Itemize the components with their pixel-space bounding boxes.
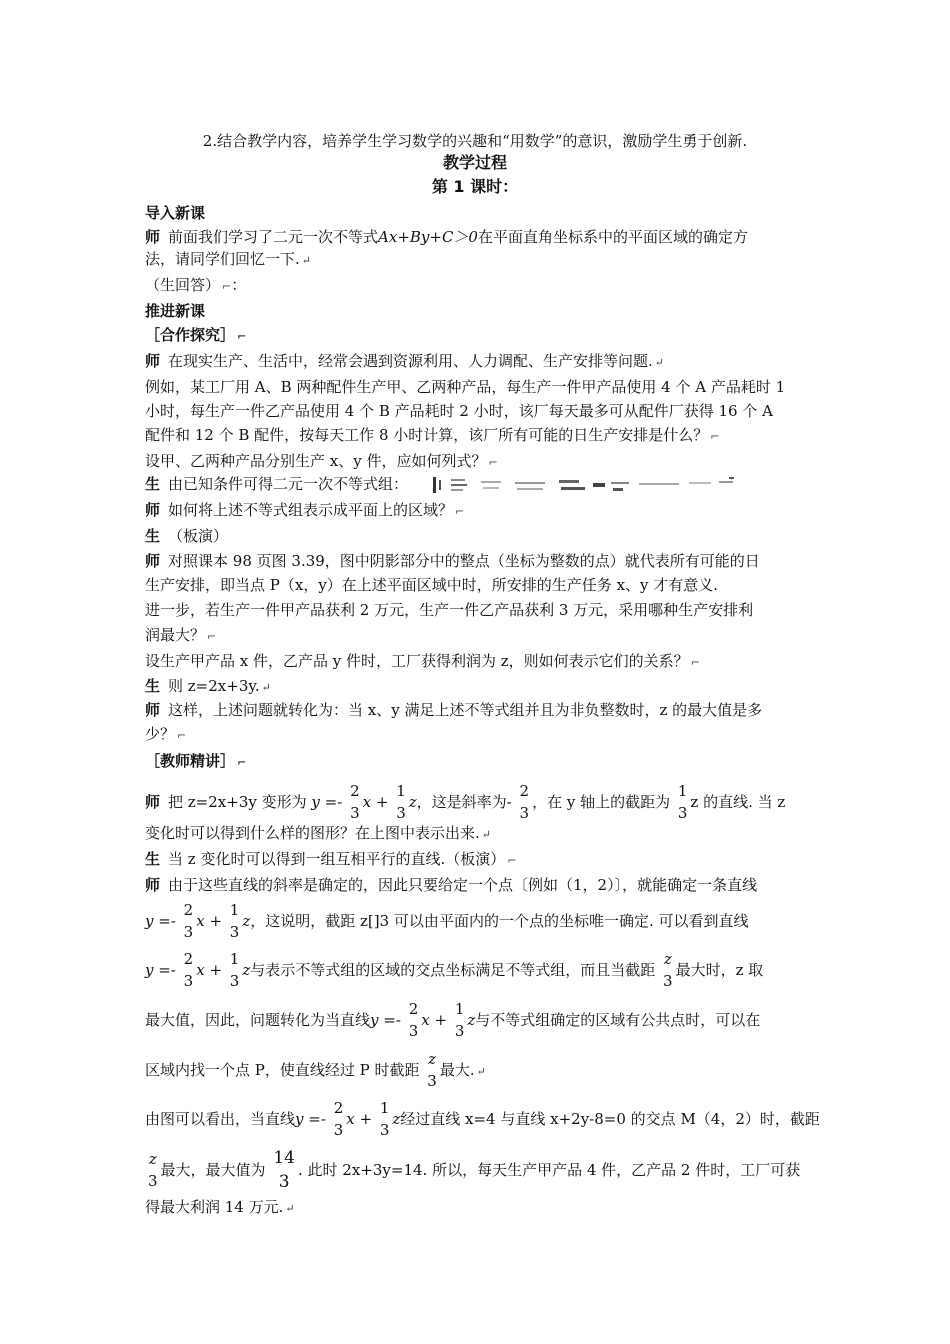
formula-line: 师 把 z=2x+3y 变形为 y =- 2 3 x + 1 3 z，这是斜率为- 2 3 ，在 y 轴上的截距为 1 3 z 的直线. 当 z: [145, 782, 786, 822]
paragraph-line: （生回答） ⌐：: [145, 276, 247, 294]
paragraph-line: 师 在现实生产、生活中，经常会遇到资源利用、人力调配、生产安排等问题. ↵: [145, 352, 665, 370]
paragraph-line: 设生产甲产品 x 件，乙产品 y 件时，工厂获得利润为 z，则如何表示它们的关系？ ⌐: [145, 652, 700, 670]
speaker-teacher: 师: [145, 228, 161, 246]
heading-lecture: ［教师精讲］ ⌐: [145, 752, 247, 770]
paragraph-line: 设甲、乙两种产品分别生产 x、y 件，应如何列式？ ⌐: [145, 452, 498, 470]
paragraph-line: 生 由已知条件可得二元一次不等式组：: [145, 473, 815, 496]
paragraph-line: 进一步，若生产一件甲产品获利 2 万元，生产一件乙产品获利 3 万元，采用哪种生产安排利: [145, 601, 754, 619]
paragraph-line: 法，请同学们回忆一下. ↵: [145, 250, 311, 268]
paragraph-line: 少？ ⌐: [145, 725, 187, 743]
paragraph-line: 师 前面我们学习了二元一次不等式Ax+By+C＞0在平面直角坐标系中的平面区域的确定方: [145, 228, 748, 246]
section-title: 教学过程: [442, 153, 507, 172]
fraction-2-3: 2 3: [350, 782, 360, 822]
paragraph-line: 得最大利润 14 万元. ↵: [145, 1198, 295, 1216]
formula-line: 区域内找一个点 P，使直线经过 P 时截距 z 3 最大. ↵: [145, 1050, 486, 1090]
inequality-system-image: [433, 474, 743, 496]
paragraph-line: 生产安排，即当点 P（x，y）在上述平面区域中时，所安排的生产任务 x、y 才有意义.: [145, 576, 719, 594]
paragraph-line: 生 则 z=2x+3y. ↵: [145, 677, 271, 695]
formula-line: 最大值，因此，问题转化为当直线y =- 2 3 x + 1 3 z与不等式组确定的区域有公共点时，可以在: [145, 1000, 761, 1040]
heading-advance: 推进新课: [145, 302, 206, 320]
paragraph-line: 例如，某工厂用 A、B 两种配件生产甲、乙两种产品，每生产一件甲产品使用 4 个 A 产品耗时 1: [145, 378, 786, 396]
fraction-1-3: 1 3: [677, 782, 688, 822]
paragraph-line: 变化时可以得到什么样的图形？在上图中表示出来. ↵: [145, 824, 491, 842]
paragraph-line: 师 这样，上述问题就转化为：当 x、y 满足上述不等式组并且为非负整数时，z 的最大值是多: [145, 701, 763, 719]
formula-line: y =- 2 3 x + 1 3 z与表示不等式组的区域的交点坐标满足不等式组，而且当截距 z 3 最大时，z 取: [145, 950, 764, 990]
paragraph-line: 生 （板演）: [145, 527, 229, 545]
fraction-14-3: 14 3: [273, 1148, 295, 1192]
formula-line: 由图可以看出，当直线y =- 2 3 x + 1 3 z经过直线 x=4 与直线 x+2y-8=0 的交点 M（4，2）时，截距: [145, 1099, 820, 1139]
heading-coop: ［合作探究］ ⌐: [145, 326, 247, 344]
paragraph-line: 师 由于这些直线的斜率是确定的，因此只要给定一个点〔例如（1，2）〕，就能确定一条直线: [145, 876, 758, 894]
paragraph-line: 小时，每生产一件乙产品使用 4 个 B 产品耗时 2 小时，该厂每天最多可从配件厂获得 16 个 A: [145, 402, 773, 420]
heading-intro: 导入新课: [145, 204, 206, 222]
fraction-2-3: 2 3: [519, 782, 530, 822]
fraction-1-3: 1 3: [396, 782, 406, 822]
objective-text: 2.结合教学内容，培养学生学习数学的兴趣和“用数学”的意识，激励学生勇于创新.: [202, 132, 748, 150]
speaker-student: 生: [145, 475, 161, 493]
paragraph-line: 生 当 z 变化时可以得到一组互相平行的直线.（板演） ⌐: [145, 850, 517, 868]
formula-line: z 3 最大，最大值为 14 3 . 此时 2x+3y=14. 所以，每天生产甲产品 4 件，乙产品 2 件时，工厂可获: [148, 1148, 801, 1192]
lesson-title: 第 1 课时：: [431, 177, 519, 196]
paragraph-line: 师 对照课本 98 页图 3.39，图中阴影部分中的整点（坐标为整数的点）就代表所有可能的日: [145, 552, 760, 570]
formula-line: y =- 2 3 x + 1 3 z，这说明，截距 z[]3 可以由平面内的一个点的坐标唯一确定. 可以看到直线: [145, 901, 749, 941]
paragraph-line: 配件和 12 个 B 配件，按每天工作 8 小时计算，该厂所有可能的日生产安排是什么？ ⌐: [145, 426, 720, 444]
paragraph-line: 师 如何将上述不等式组表示成平面上的区域？ ⌐: [145, 501, 465, 519]
paragraph-line: 润最大？ ⌐: [145, 626, 217, 644]
